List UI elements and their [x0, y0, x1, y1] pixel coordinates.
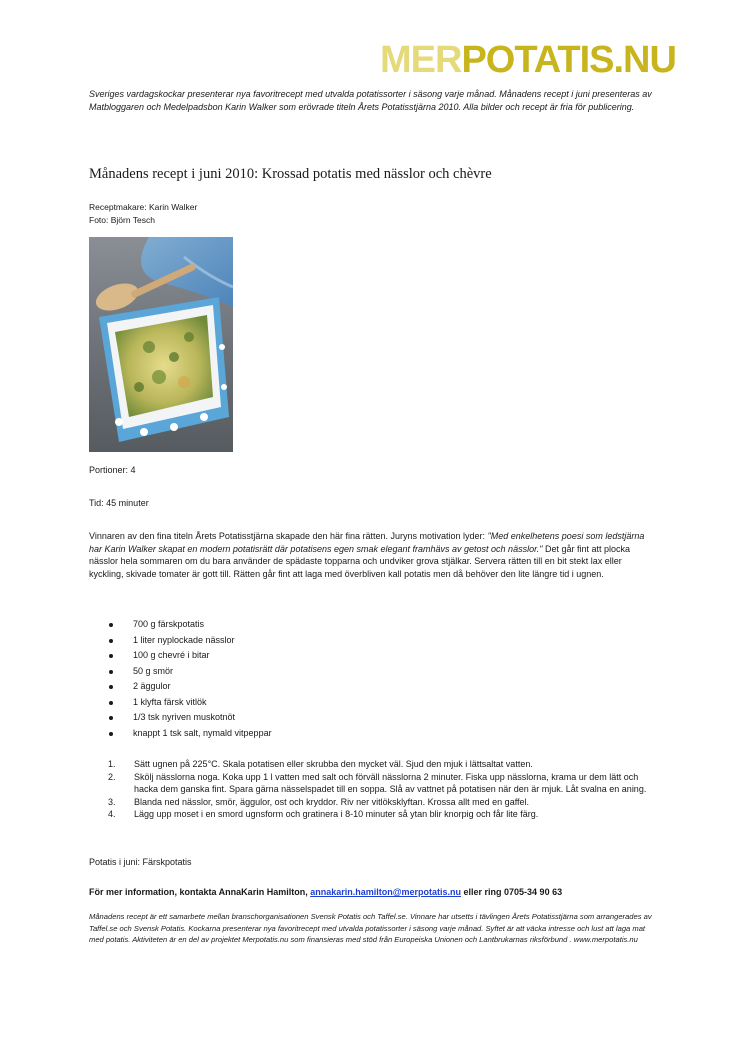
- step-number: 2.: [108, 771, 116, 782]
- list-item: 2 äggulor: [108, 679, 272, 695]
- list-item: 1 klyfta färsk vitlök: [108, 695, 272, 711]
- logo-part-potatis: POTATIS.NU: [461, 39, 676, 81]
- step-number: 3.: [108, 796, 116, 807]
- step-text: Lägg upp moset i en smord ugnsform och gratinera i 8-10 minuter så ytan blir knorpig och får lite färg.: [134, 809, 539, 819]
- contact-before: För mer information, kontakta AnnaKarin Hamilton,: [89, 887, 311, 897]
- jury-quote: "Med enkelhetens poesi som ledstjärna har Karin Walker skapat en modern potatisrätt där potatisens egen smak elegant framhävs av getost och nässlor.": [89, 531, 645, 554]
- body-lead: Vinnaren av den fina titeln Årets Potatisstjärna skapade den här fina rätten. Juryns motivation lyder:: [89, 531, 488, 541]
- step-item: [108, 771, 658, 796]
- ingredient-list: [108, 617, 272, 741]
- merpotatis-logo: [380, 38, 680, 82]
- footer-note: Månadens recept är ett samarbete mellan branschorganisationen Svensk Potatis och Taffel.se. Vinnare har utsetts i tävlingen Årets Potatisstjärna som arrangerades av Taffel.se och Svensk Potatis. Kockarna presenterar nya favoritrecept med utvalda potatissorter i säsong varje månad. Syftet är att väcka intresse och lust att laga mat med potatis. Aktiviteten är en del av projektet Merpotatis.nu som finansieras med stöd från Europeiska Unionen och Lantbrukarnas riksförbund . www.merpotatis.nu: [89, 912, 652, 944]
- step-text: Skölj nässlorna noga. Koka upp 1 l vatten med salt och förväll nässlorna 2 minuter. Fiska upp nässlorna, krama ur dem lätt och hacka dem ganska fint. Spara gärna nässelspadet till en soppa. Slå av vattnet på potatisen när den är mjuk. Låt svalna en aning.: [134, 771, 647, 794]
- step-item: [108, 808, 658, 821]
- cooking-time: Tid: 45 minuter: [89, 498, 149, 508]
- list-item: knappt 1 tsk salt, nymald vitpeppar: [108, 726, 272, 742]
- step-item: [108, 796, 658, 809]
- credits: [89, 201, 197, 227]
- potato-of-month: Potatis i juni: Färskpotatis: [89, 857, 192, 867]
- gratin-dish-photo: [89, 237, 233, 452]
- list-item: 100 g chevré i bitar: [108, 648, 272, 664]
- logo-part-mer: MER: [380, 39, 462, 81]
- body-rest: Det går fint att plocka nässlor hela sommaren om du bara använder de spädaste topparna och undviker grova stjälkar. Servera rätten till en bit stekt lax eller kyckling, skivade tomater är gott till. Rätten går fint att laga med överbliven kall potatis men då behöver den lite längre tid i ugnen.: [89, 543, 630, 579]
- list-item: 1/3 tsk nyriven muskotnöt: [108, 710, 272, 726]
- step-number: 4.: [108, 809, 116, 819]
- recipe-title: Månadens recept i juni 2010: Krossad potatis med nässlor och chèvre: [89, 166, 492, 182]
- list-item: 700 g färskpotatis: [108, 617, 272, 633]
- portions: Portioner: 4: [89, 465, 136, 475]
- step-text: Sätt ugnen på 225°C. Skala potatisen eller skrubba den mycket väl. Sjud den mjuk i lättsaltat vatten.: [134, 759, 533, 769]
- email-link[interactable]: annakarin.hamilton@merpotatis.nu: [310, 887, 462, 897]
- step-item: [108, 758, 658, 771]
- contact-after: eller ring 0705-34 90 63: [461, 887, 563, 897]
- instruction-list: [108, 758, 658, 821]
- step-text: Blanda ned nässlor, smör, äggulor, ost och kryddor. Riv ner vitlöksklyftan. Krossa allt med en gaffel.: [134, 796, 530, 807]
- step-number: 1.: [108, 759, 116, 769]
- recipe-maker: Receptmakare: Karin Walker: [89, 202, 198, 212]
- photo-credit: Foto: Björn Tesch: [89, 215, 155, 225]
- list-item: 1 liter nyplockade nässlor: [108, 633, 272, 649]
- intro-paragraph: Sveriges vardagskockar presenterar nya favoritrecept med utvalda potatissorter i säsong varje månad. Månadens recept i juni presenteras av Matbloggaren och Medelpadsbon Karin Walker som erövrade titeln Årets Potatisstjärna 2010. Alla bilder och recept är fria för publicering.: [89, 89, 652, 112]
- list-item: 50 g smör: [108, 664, 272, 680]
- body-paragraph: [89, 530, 657, 580]
- contact-line: [89, 886, 562, 899]
